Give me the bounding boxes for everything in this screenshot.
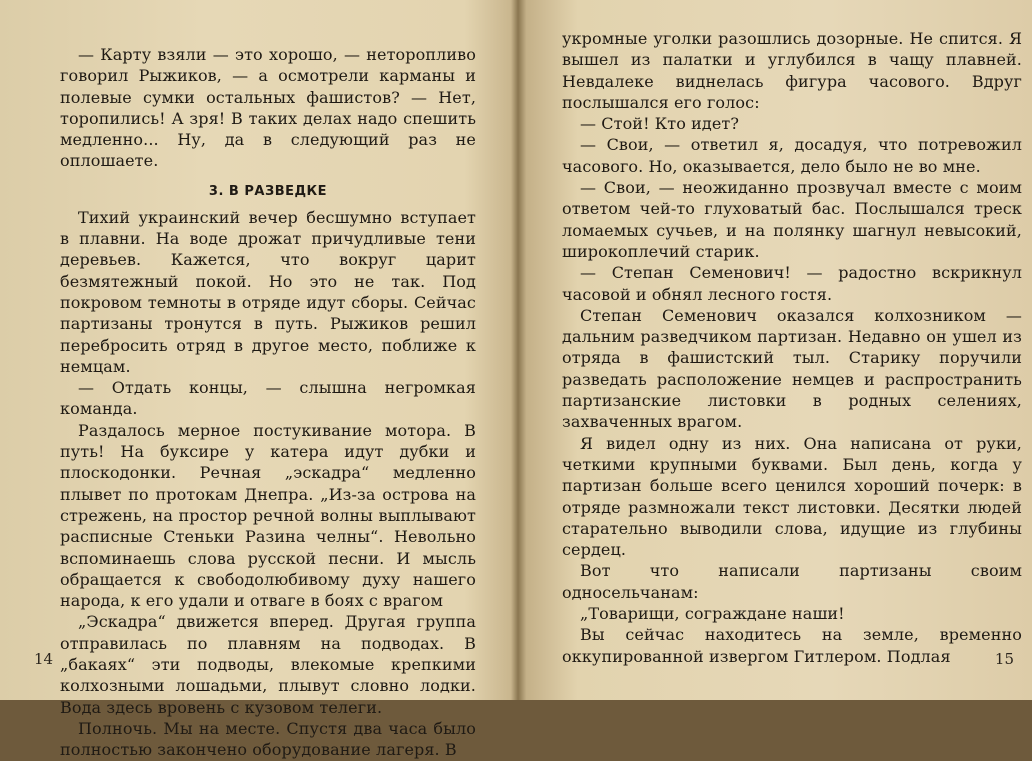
paragraph: укромные уголки разошлись дозорные. Не спится. Я вышел из палатки и углубился в чащу плавней. Невдалеке виднелась фигура часового. Вдруг послышался его голос:: [562, 29, 1022, 112]
paragraph: — Степан Семенович! — радостно вскрикнул часовой и обнял лесного гостя.: [562, 263, 1022, 304]
section-heading: 3. В РАЗВЕДКЕ: [208, 183, 328, 199]
page-number: 14: [34, 650, 54, 668]
paragraph: Вот что написали партизаны своим односельчанам:: [562, 561, 1022, 602]
paragraph: — Отдать концы, — слышна негромкая команда.: [60, 378, 476, 419]
left-page: [0, 0, 516, 760]
paragraph: — Стой! Кто идет?: [580, 114, 740, 134]
paragraph: — Свои, — неожиданно прозвучал вместе с моим ответом чей-то глуховатый бас. Послышался треск ломаемых сучьев, и на полянку шагнул невысокий, широкоплечий старик.: [562, 178, 1022, 261]
paragraph: Раздалось мерное постукивание мотора. В путь! На буксире у катера идут дубки и плоскодонки. Речная „эскадра“ медленно плывет по протокам Днепра. „Из-за острова на стрежень, на простор речной волны выплывают расписные Стеньки Разина челны“. Невольно вспоминаешь слова русской песни. И мысль обращается к свободолюбивому духу нашего народа, к его удали и отваге в боях с врагом: [60, 420, 476, 611]
paragraph: — Свои, — ответил я, досадуя, что потревожил часового. Но, оказывается, дело было не во мне.: [562, 135, 1022, 176]
paragraph: Вы сейчас находитесь на земле, временно оккупированной извергом Гитлером. Подлая: [562, 625, 1022, 666]
paragraph: Тихий украинский вечер бесшумно вступает в плавни. На воде дрожат причудливые тени деревьев. Кажется, что вокруг царит безмятежный покой. Но это не так. Под покровом темноты в отряде идут сборы. Сейчас партизаны тронутся в путь. Рыжиков решил перебросить отряд в другое место, поближе к немцам.: [60, 207, 476, 376]
paragraph: Я видел одну из них. Она написана от руки, четкими крупными буквами. Был день, когда у партизан больше всего ценился хороший почерк: в отряде размножали текст листовки. Десятки людей старательно выводили слова, идущие из глубины сердец.: [562, 433, 1022, 560]
page-number: 15: [994, 650, 1014, 668]
paragraph: „Товарищи, сограждане наши!: [580, 604, 845, 624]
paragraph: Полночь. Мы на месте. Спустя два часа было полностью закончено оборудование лагеря. В: [60, 718, 476, 760]
paragraph: — Карту взяли — это хорошо, — неторопливо говорил Рыжиков, — а осмотрели карманы и полевые сумки остальных фашистов? — Нет, торопились! А зря! В таких делах надо спешить медленно... Ну, да в следующий раз не оплошаете.: [60, 45, 476, 171]
paragraph: Степан Семенович оказался колхозником — дальним разведчиком партизан. Недавно он ушел из отряда в фашистский тыл. Старику поручили разведать расположение немцев и распространить партизанские листовки в родных селениях, захваченных врагом.: [562, 305, 1022, 432]
paragraph: „Эскадра“ движется вперед. Другая группа отправилась по плавням на подводах. В „бакаях“ эти подводы, влекомые крепкими колхозными лошадьми, плывут словно лодки. Вода здесь вровень с кузовом телеги.: [60, 612, 476, 717]
right-page: [516, 0, 1032, 700]
